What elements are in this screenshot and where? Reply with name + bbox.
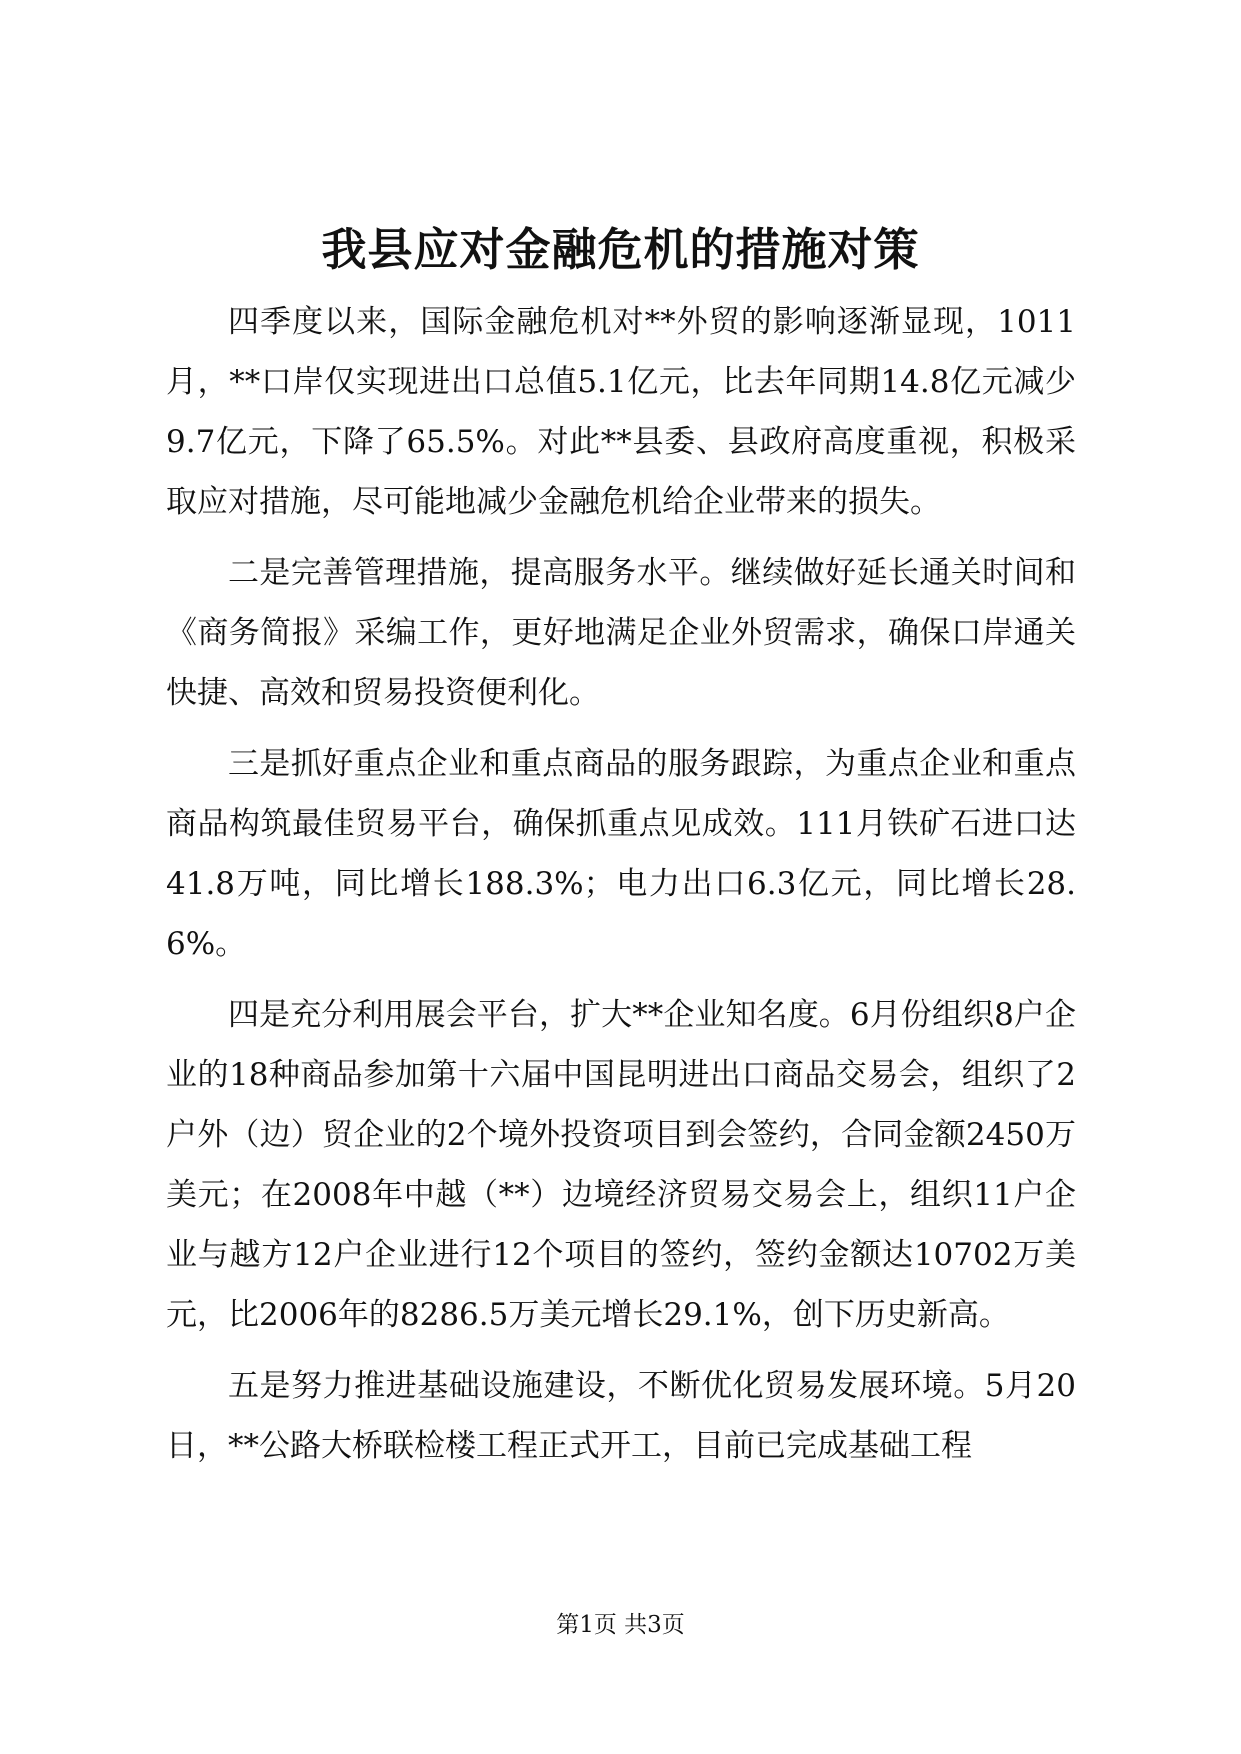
page-footer: 第1页 共3页 bbox=[556, 1612, 685, 1638]
paragraph-measure-three: 三是抓好重点企业和重点商品的服务跟踪，为重点企业和重点商品构筑最佳贸易平台，确保抓重点见成效。111月铁矿石进口达41.8万吨，同比增长188.3%；电力出口6.3亿元，同比增长28.6%。 bbox=[166, 746, 1076, 962]
paragraph-measure-five: 五是努力推进基础设施建设，不断优化贸易发展环境。5月20日，**公路大桥联检楼工程正式开工，目前已完成基础工程 bbox=[166, 1368, 1076, 1464]
paragraph-measure-four: 四是充分利用展会平台，扩大**企业知名度。6月份组织8户企业的18种商品参加第十六届中国昆明进出口商品交易会，组织了2户外（边）贸企业的2个境外投资项目到会签约，合同金额2450万美元；在2008年中越（**）边境经济贸易交易会上，组织11户企业与越方12户企业进行12个项目的签约，签约金额达10702万美元，比2006年的8286.5万美元增长29.1%，创下历史新高。 bbox=[166, 997, 1076, 1333]
document-body bbox=[166, 292, 1076, 1487]
document-title: 我县应对金融危机的措施对策 bbox=[321, 223, 920, 276]
paragraph-measure-two: 二是完善管理措施，提高服务水平。继续做好延长通关时间和《商务简报》采编工作，更好地满足企业外贸需求，确保口岸通关快捷、高效和贸易投资便利化。 bbox=[166, 555, 1076, 711]
paragraph-intro: 四季度以来，国际金融危机对**外贸的影响逐渐显现，1011月，**口岸仅实现进出口总值5.1亿元，比去年同期14.8亿元减少9.7亿元，下降了65.5%。对此**县委、县政府高度重视，积极采取应对措施，尽可能地减少金融危机给企业带来的损失。 bbox=[166, 304, 1076, 520]
